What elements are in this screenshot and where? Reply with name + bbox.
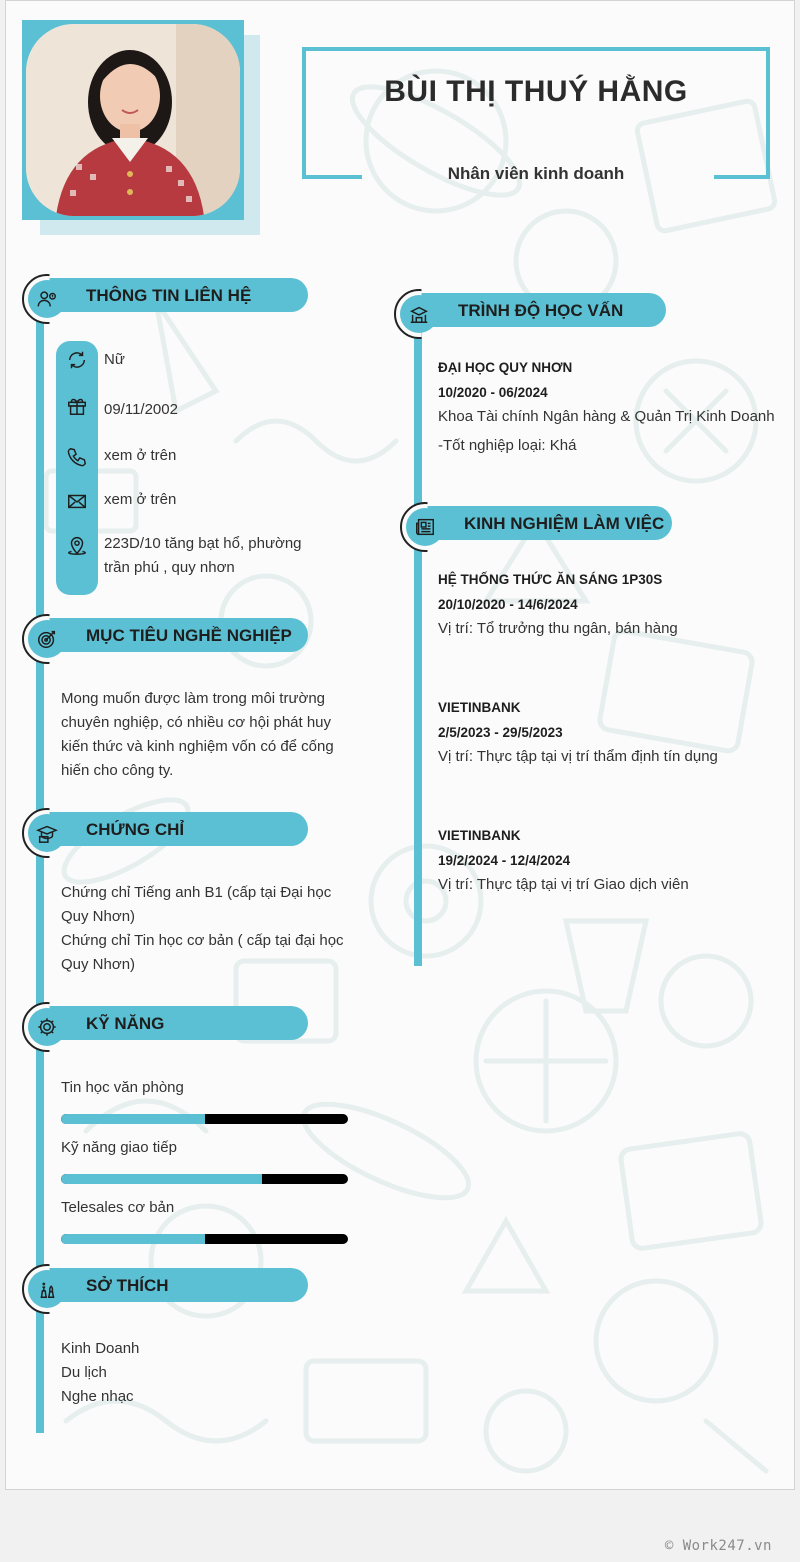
section-title-education: TRÌNH ĐỘ HỌC VẤN — [458, 301, 624, 320]
full-name: BÙI THỊ THUÝ HẰNG — [384, 75, 688, 108]
education-school: ĐẠI HỌC QUY NHƠN — [438, 360, 573, 375]
skill-name: Tin học văn phòng — [61, 1079, 184, 1096]
certificate-line: Quy Nhơn) — [61, 956, 136, 973]
phone-icon — [66, 446, 88, 468]
profile-photo-frame — [22, 20, 244, 220]
left-timeline-bar — [36, 301, 44, 1433]
target-icon — [28, 620, 66, 658]
newspaper-icon — [406, 508, 444, 546]
job-company: VIETINBANK — [438, 828, 521, 843]
certificate-line: Chứng chỉ Tiếng anh B1 (cấp tại Đại học — [61, 884, 332, 901]
job-period: 20/10/2020 - 14/6/2024 — [438, 597, 578, 612]
gender-icon — [66, 349, 88, 371]
job-period: 2/5/2023 - 29/5/2023 — [438, 725, 563, 740]
skill-name: Telesales cơ bản — [61, 1199, 175, 1216]
job-role: Vị trí: Thực tập tại vị trí thẩm định tín dụng — [438, 748, 718, 765]
section-title-contact: THÔNG TIN LIÊN HỆ — [86, 286, 252, 305]
contact-address-line2: trần phú , quy nhơn — [104, 559, 235, 576]
job-role: Vị trí: Tổ trưởng thu ngân, bán hàng — [438, 620, 678, 637]
contact-icon-strip — [56, 341, 98, 595]
education-major: Khoa Tài chính Ngân hàng & Quản Trị Kinh Doanh — [438, 408, 775, 425]
graduation-cap-icon — [28, 814, 66, 852]
location-icon — [66, 534, 88, 556]
email-icon — [66, 490, 88, 512]
contact-gender: Nữ — [104, 351, 125, 368]
education-grade: -Tốt nghiệp loại: Khá — [438, 437, 577, 454]
contact-phone: xem ở trên — [104, 447, 177, 464]
section-title-experience: KINH NGHIỆM LÀM VIỆC — [464, 514, 665, 533]
copyright-footer: © Work247.vn — [664, 1538, 772, 1554]
skill-bar — [61, 1174, 348, 1184]
certificate-line: Quy Nhơn) — [61, 908, 136, 925]
hobby-item: Kinh Doanh — [61, 1340, 140, 1357]
certificate-line: Chứng chỉ Tin học cơ bản ( cấp tại đại học — [61, 932, 344, 949]
profile-photo — [26, 24, 240, 216]
education-period: 10/2020 - 06/2024 — [438, 385, 548, 400]
gift-icon — [66, 395, 88, 417]
section-title-certificates: CHỨNG CHỈ — [86, 820, 185, 839]
job-period: 19/2/2024 - 12/4/2024 — [438, 853, 571, 868]
right-timeline-bar — [414, 321, 422, 966]
section-title-objective: MỤC TIÊU NGHỀ NGHIỆP — [86, 626, 292, 645]
objective-line: kiến thức và kinh nghiệm vốn có để cống — [61, 738, 334, 755]
contact-address-line1: 223D/10 tăng bạt hổ, phường — [104, 535, 302, 552]
school-icon — [400, 295, 438, 333]
job-role: Vị trí: Thực tập tại vị trí Giao dịch viên — [438, 876, 689, 893]
gear-icon — [28, 1008, 66, 1046]
hobby-item: Du lịch — [61, 1364, 107, 1381]
job-company: HỆ THỐNG THỨC ĂN SÁNG 1P30S — [438, 572, 663, 587]
name-box — [302, 47, 770, 183]
chess-pieces-icon — [28, 1270, 66, 1308]
objective-line: chuyên nghiệp, có nhiều cơ hội phát huy — [61, 714, 332, 731]
skill-bar — [61, 1114, 348, 1124]
section-title-hobbies: SỞ THÍCH — [86, 1276, 169, 1295]
job-title: Nhân viên kinh doanh — [447, 164, 625, 183]
contact-email: xem ở trên — [104, 491, 177, 508]
cv-page — [5, 0, 795, 1490]
objective-line: Mong muốn được làm trong môi trường — [61, 690, 326, 707]
objective-line: hiến cho công ty. — [61, 762, 174, 779]
skill-bar — [61, 1234, 348, 1244]
contact-person-icon — [28, 280, 66, 318]
section-title-skills: KỸ NĂNG — [86, 1014, 165, 1033]
contact-birthday: 09/11/2002 — [104, 401, 178, 418]
job-company: VIETINBANK — [438, 700, 521, 715]
skill-name: Kỹ năng giao tiếp — [61, 1139, 177, 1156]
hobby-item: Nghe nhạc — [61, 1388, 134, 1405]
